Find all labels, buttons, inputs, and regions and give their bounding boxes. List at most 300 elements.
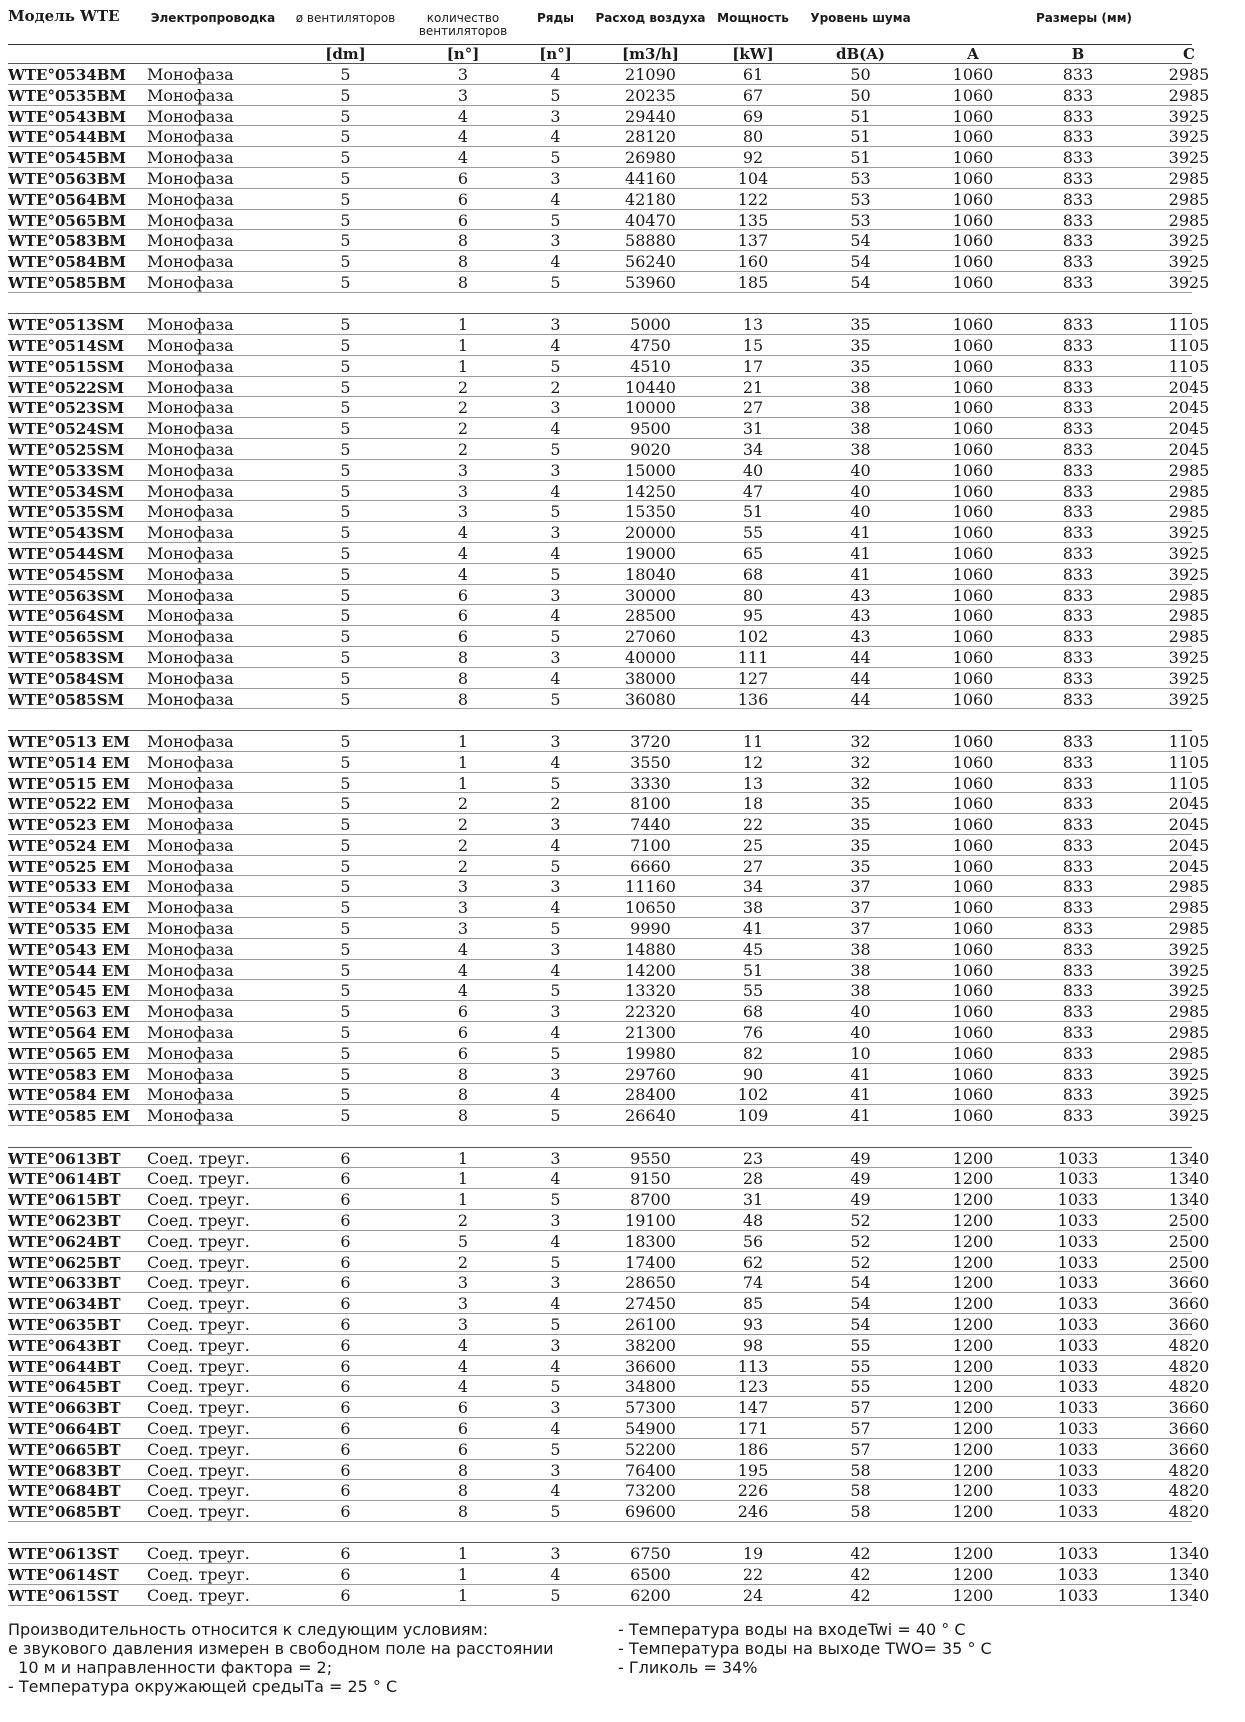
- table-cell: 4: [550, 1085, 561, 1105]
- model-group: [8, 313, 1210, 709]
- table-cell: 5: [550, 1190, 561, 1210]
- table-cell: 80: [742, 585, 764, 605]
- table-row: [8, 460, 1210, 481]
- table-cell: 47: [742, 481, 764, 501]
- table-cell: 5: [457, 1231, 469, 1251]
- table-cell: 833: [1062, 189, 1094, 209]
- table-cell: 1060: [952, 773, 994, 793]
- table-cell: 2: [550, 377, 561, 397]
- table-cell: 3: [550, 1064, 561, 1084]
- table-cell: Монофаза: [147, 585, 234, 605]
- table-row: [8, 773, 1210, 794]
- table-cell: 5: [340, 898, 351, 918]
- table-cell: 1060: [952, 460, 994, 480]
- table-cell: 53: [850, 189, 871, 209]
- table-row: [8, 1397, 1210, 1418]
- table-cell: 3925: [1168, 981, 1210, 1001]
- table-cell: 111: [737, 648, 769, 668]
- table-cell: 1060: [952, 315, 994, 335]
- table-cell: 3925: [1168, 689, 1210, 709]
- table-cell: 8700: [630, 1190, 671, 1210]
- table-cell: 833: [1062, 481, 1094, 501]
- table-cell: 54: [850, 1294, 871, 1314]
- table-cell: 6: [457, 627, 469, 647]
- table-cell: 1: [457, 1169, 469, 1189]
- table-cell: 1340: [1168, 1190, 1210, 1210]
- table-cell: 1: [457, 773, 469, 793]
- table-cell: WTE°0544BM: [8, 128, 126, 147]
- table-cell: 2045: [1168, 794, 1210, 814]
- table-cell: 7100: [630, 835, 671, 855]
- table-row: [8, 210, 1210, 231]
- table-cell: 40: [850, 481, 871, 501]
- table-cell: 2: [457, 419, 469, 439]
- table-cell: 3: [550, 648, 561, 668]
- table-cell: 6: [340, 1273, 351, 1293]
- table-cell: Монофаза: [147, 877, 234, 897]
- table-cell: 53960: [625, 272, 676, 292]
- table-cell: WTE°0664BT: [8, 1419, 121, 1438]
- table-cell: 833: [1062, 315, 1094, 335]
- table-cell: 1060: [952, 440, 994, 460]
- table-cell: 113: [737, 1356, 769, 1376]
- table-cell: 49: [850, 1148, 871, 1168]
- table-cell: WTE°0544SM: [8, 545, 125, 564]
- table-cell: Монофаза: [147, 648, 234, 668]
- table-cell: 833: [1062, 585, 1094, 605]
- table-cell: 1033: [1057, 1481, 1099, 1501]
- table-cell: Монофаза: [147, 1023, 234, 1043]
- table-cell: Монофаза: [147, 127, 234, 147]
- table-cell: 4820: [1168, 1481, 1210, 1501]
- table-cell: 1033: [1057, 1294, 1099, 1314]
- table-cell: 833: [1062, 168, 1094, 188]
- table-cell: 1060: [952, 544, 994, 564]
- table-cell: 2985: [1168, 460, 1210, 480]
- table-cell: 2500: [1168, 1231, 1210, 1251]
- table-cell: Монофаза: [147, 1106, 234, 1126]
- table-cell: Монофаза: [147, 377, 234, 397]
- table-cell: 6: [340, 1544, 351, 1564]
- table-cell: Монофаза: [147, 815, 234, 835]
- table-cell: 8: [457, 668, 469, 688]
- table-cell: 57: [850, 1439, 871, 1459]
- table-cell: 1200: [952, 1398, 994, 1418]
- table-cell: 61: [742, 65, 764, 84]
- table-cell: 1060: [952, 127, 994, 147]
- table-cell: 1033: [1057, 1314, 1099, 1334]
- table-cell: 185: [737, 272, 769, 292]
- table-cell: Монофаза: [147, 668, 234, 688]
- table-cell: 40: [850, 460, 871, 480]
- table-cell: 1033: [1057, 1439, 1099, 1459]
- table-cell: Монофаза: [147, 502, 234, 522]
- table-cell: 10650: [625, 898, 676, 918]
- table-cell: 1200: [952, 1481, 994, 1501]
- table-cell: 2985: [1168, 168, 1210, 188]
- table-cell: 833: [1062, 85, 1094, 105]
- table-cell: 17: [742, 356, 764, 376]
- table-row: [8, 64, 1210, 85]
- table-cell: 3660: [1168, 1439, 1210, 1459]
- table-cell: 4: [457, 127, 469, 147]
- table-cell: 5: [550, 502, 561, 522]
- table-cell: 24: [742, 1585, 764, 1605]
- table-row: [8, 1564, 1210, 1585]
- table-cell: 5: [550, 1043, 561, 1063]
- table-cell: 1060: [952, 106, 994, 126]
- table-cell: 5: [340, 627, 351, 647]
- table-cell: 4: [550, 1565, 561, 1585]
- header-fan-count: количество вентиляторов: [418, 11, 508, 38]
- table-cell: 5: [340, 1002, 351, 1022]
- table-cell: 48: [742, 1210, 764, 1230]
- table-cell: 57: [850, 1398, 871, 1418]
- table-cell: 833: [1062, 689, 1094, 709]
- table-row: [8, 481, 1210, 502]
- table-row: [8, 1252, 1210, 1273]
- unit-fan-count: [n°]: [446, 45, 480, 63]
- table-cell: 1200: [952, 1231, 994, 1251]
- table-cell: 5: [550, 1106, 561, 1126]
- table-row: [8, 876, 1210, 897]
- table-cell: 28500: [625, 606, 676, 626]
- note-line: е звукового давления измерен в свободном поле на расстоянии: [8, 1639, 554, 1658]
- table-cell: 29440: [625, 106, 676, 126]
- table-cell: 69600: [625, 1502, 676, 1522]
- table-cell: 5: [340, 919, 351, 939]
- table-cell: 1060: [952, 919, 994, 939]
- table-cell: 1200: [952, 1356, 994, 1376]
- table-cell: WTE°0523 EM: [8, 816, 130, 835]
- table-cell: 833: [1062, 210, 1094, 230]
- table-row: [8, 1314, 1210, 1335]
- table-cell: Монофаза: [147, 419, 234, 439]
- table-cell: 40: [742, 460, 764, 480]
- table-cell: 5: [340, 1043, 351, 1063]
- table-row: [8, 1148, 1210, 1169]
- table-cell: 3: [550, 877, 561, 897]
- table-cell: 5: [550, 1314, 561, 1334]
- table-cell: WTE°0585 EM: [8, 1107, 130, 1126]
- table-cell: 833: [1062, 65, 1094, 84]
- table-cell: 4820: [1168, 1377, 1210, 1397]
- table-cell: 3925: [1168, 564, 1210, 584]
- table-cell: 14880: [625, 939, 676, 959]
- table-cell: 57300: [625, 1398, 676, 1418]
- table-cell: 1200: [952, 1335, 994, 1355]
- table-cell: 36600: [625, 1356, 676, 1376]
- table-row: [8, 564, 1210, 585]
- table-cell: 3660: [1168, 1273, 1210, 1293]
- table-row: [8, 752, 1210, 773]
- table-cell: 1200: [952, 1148, 994, 1168]
- table-cell: 5: [340, 231, 351, 251]
- table-cell: 3: [550, 460, 561, 480]
- table-cell: 6: [340, 1294, 351, 1314]
- table-cell: 12: [742, 752, 764, 772]
- table-cell: 3: [457, 460, 469, 480]
- table-cell: 5: [550, 1439, 561, 1459]
- table-cell: 1: [457, 1565, 469, 1585]
- table-cell: 44: [850, 648, 871, 668]
- table-cell: 10440: [625, 377, 676, 397]
- table-cell: Монофаза: [147, 1043, 234, 1063]
- table-row: [8, 1293, 1210, 1314]
- table-cell: 833: [1062, 106, 1094, 126]
- table-cell: 3925: [1168, 148, 1210, 168]
- table-cell: 4: [550, 1294, 561, 1314]
- table-cell: Монофаза: [147, 898, 234, 918]
- table-cell: 6: [340, 1481, 351, 1501]
- table-cell: 2: [457, 1210, 469, 1230]
- table-cell: 833: [1062, 523, 1094, 543]
- table-cell: WTE°0633BT: [8, 1274, 121, 1293]
- table-cell: 833: [1062, 627, 1094, 647]
- table-cell: WTE°0625BT: [8, 1253, 121, 1272]
- table-cell: 3925: [1168, 648, 1210, 668]
- table-cell: WTE°0563BM: [8, 169, 126, 188]
- table-cell: 2: [550, 794, 561, 814]
- table-cell: 5: [340, 1106, 351, 1126]
- table-cell: 4: [457, 106, 469, 126]
- table-row: [8, 85, 1210, 106]
- table-cell: WTE°0545SM: [8, 565, 125, 584]
- table-cell: 833: [1062, 502, 1094, 522]
- table-cell: 5: [550, 1585, 561, 1605]
- table-row: [8, 1335, 1210, 1356]
- table-cell: 41: [850, 564, 871, 584]
- table-cell: 5: [340, 315, 351, 335]
- table-cell: 1060: [952, 419, 994, 439]
- table-cell: 17400: [625, 1252, 676, 1272]
- table-cell: 4: [550, 1023, 561, 1043]
- table-cell: 1060: [952, 564, 994, 584]
- table-cell: Соед. треуг.: [147, 1210, 250, 1230]
- table-cell: 2985: [1168, 877, 1210, 897]
- table-cell: 1060: [952, 1106, 994, 1126]
- table-cell: WTE°0583BM: [8, 232, 126, 251]
- table-cell: 4: [550, 1231, 561, 1251]
- table-cell: 3: [457, 65, 469, 84]
- table-cell: 3660: [1168, 1294, 1210, 1314]
- table-cell: 6: [340, 1169, 351, 1189]
- table-cell: WTE°0613BT: [8, 1149, 121, 1168]
- table-cell: 1060: [952, 648, 994, 668]
- table-cell: 4: [550, 419, 561, 439]
- table-cell: 5: [340, 65, 351, 84]
- table-cell: WTE°0614ST: [8, 1566, 119, 1585]
- table-cell: 3660: [1168, 1314, 1210, 1334]
- table-cell: 1060: [952, 65, 994, 84]
- table-cell: 37: [850, 877, 871, 897]
- table-cell: WTE°0543SM: [8, 524, 125, 543]
- table-cell: 41: [850, 1106, 871, 1126]
- table-cell: 1105: [1168, 356, 1210, 376]
- table-row: [8, 626, 1210, 647]
- table-cell: 4820: [1168, 1356, 1210, 1376]
- table-row: [8, 230, 1210, 251]
- table-cell: 34800: [625, 1377, 676, 1397]
- table-cell: 1060: [952, 356, 994, 376]
- table-cell: Монофаза: [147, 148, 234, 168]
- table-cell: 5: [340, 252, 351, 272]
- table-cell: 3660: [1168, 1398, 1210, 1418]
- table-cell: 3: [550, 168, 561, 188]
- table-cell: 55: [850, 1356, 871, 1376]
- table-cell: 6: [457, 1439, 469, 1459]
- table-cell: 3925: [1168, 231, 1210, 251]
- table-cell: 1060: [952, 1023, 994, 1043]
- table-cell: 6: [340, 1210, 351, 1230]
- table-cell: 43: [850, 585, 871, 605]
- table-cell: 28650: [625, 1273, 676, 1293]
- table-cell: 26100: [625, 1314, 676, 1334]
- note-line: - Температура воды на входеTwi = 40 ° С: [618, 1620, 966, 1639]
- table-row: [8, 418, 1210, 439]
- table-cell: 21: [742, 377, 764, 397]
- table-cell: 137: [737, 231, 769, 251]
- table-cell: Монофаза: [147, 627, 234, 647]
- table-cell: 2985: [1168, 606, 1210, 626]
- table-cell: 833: [1062, 127, 1094, 147]
- table-cell: 38: [850, 377, 871, 397]
- table-cell: 38: [850, 440, 871, 460]
- table-cell: 5: [340, 606, 351, 626]
- model-group: [8, 1147, 1210, 1522]
- table-cell: 6: [340, 1314, 351, 1334]
- table-cell: 1060: [952, 1002, 994, 1022]
- table-cell: 3925: [1168, 106, 1210, 126]
- table-cell: 4: [550, 1418, 561, 1438]
- table-cell: 833: [1062, 752, 1094, 772]
- table-cell: Монофаза: [147, 231, 234, 251]
- table-row: [8, 605, 1210, 626]
- table-cell: 41: [850, 544, 871, 564]
- table-cell: 6: [340, 1148, 351, 1168]
- table-cell: 6: [340, 1585, 351, 1605]
- table-cell: 20235: [625, 85, 676, 105]
- table-row: [8, 1543, 1210, 1564]
- table-cell: 1105: [1168, 752, 1210, 772]
- table-cell: 2985: [1168, 1002, 1210, 1022]
- table-cell: 9020: [630, 440, 671, 460]
- table-cell: 58: [850, 1481, 871, 1501]
- table-cell: 44: [850, 689, 871, 709]
- table-row: [8, 689, 1210, 710]
- table-cell: 5: [340, 689, 351, 709]
- table-cell: 833: [1062, 377, 1094, 397]
- table-row: [8, 1231, 1210, 1252]
- table-cell: 4: [550, 835, 561, 855]
- table-cell: 3: [550, 315, 561, 335]
- table-cell: Соед. треуг.: [147, 1231, 250, 1251]
- table-cell: 1: [457, 336, 469, 356]
- table-cell: 57: [850, 1418, 871, 1438]
- table-cell: 1060: [952, 794, 994, 814]
- table-cell: 833: [1062, 648, 1094, 668]
- table-cell: 82: [742, 1043, 764, 1063]
- table-cell: 42180: [625, 189, 676, 209]
- table-cell: 8: [457, 1085, 469, 1105]
- table-cell: 90: [742, 1064, 764, 1084]
- table-cell: 4: [457, 544, 469, 564]
- table-cell: 2985: [1168, 502, 1210, 522]
- table-cell: 19000: [625, 544, 676, 564]
- table-cell: 1033: [1057, 1565, 1099, 1585]
- table-cell: 3: [457, 877, 469, 897]
- table-cell: 51: [850, 106, 871, 126]
- table-cell: 30000: [625, 585, 676, 605]
- table-row: [8, 377, 1210, 398]
- table-cell: 38: [850, 960, 871, 980]
- table-cell: 1200: [952, 1502, 994, 1522]
- table-cell: WTE°0624BT: [8, 1232, 121, 1251]
- table-cell: 4820: [1168, 1335, 1210, 1355]
- table-cell: 5: [340, 398, 351, 418]
- table-cell: Монофаза: [147, 773, 234, 793]
- table-row: [8, 835, 1210, 856]
- table-cell: WTE°0665BT: [8, 1440, 121, 1459]
- table-cell: 3: [457, 1314, 469, 1334]
- table-cell: WTE°0533 EM: [8, 878, 130, 897]
- table-cell: 1060: [952, 856, 994, 876]
- table-cell: 41: [850, 1085, 871, 1105]
- table-cell: 3925: [1168, 272, 1210, 292]
- header-wiring: Электропроводка: [150, 11, 276, 25]
- table-cell: Монофаза: [147, 356, 234, 376]
- table-cell: 1060: [952, 189, 994, 209]
- table-cell: Соед. треуг.: [147, 1377, 250, 1397]
- table-row: [8, 1585, 1210, 1606]
- table-cell: 38: [850, 398, 871, 418]
- table-cell: 833: [1062, 1002, 1094, 1022]
- table-cell: 2045: [1168, 815, 1210, 835]
- table-cell: WTE°0623BT: [8, 1211, 121, 1230]
- table-cell: WTE°0515SM: [8, 357, 125, 376]
- table-cell: 3: [457, 919, 469, 939]
- table-cell: WTE°0535SM: [8, 503, 125, 522]
- table-cell: WTE°0584BM: [8, 253, 126, 272]
- table-cell: 833: [1062, 835, 1094, 855]
- table-cell: 5: [340, 731, 351, 751]
- table-cell: 833: [1062, 981, 1094, 1001]
- table-cell: WTE°0565BM: [8, 211, 126, 230]
- table-cell: Монофаза: [147, 460, 234, 480]
- table-cell: 5: [550, 1377, 561, 1397]
- model-group: [8, 1542, 1210, 1605]
- table-cell: 1200: [952, 1565, 994, 1585]
- table-cell: 2500: [1168, 1252, 1210, 1272]
- table-cell: 2985: [1168, 189, 1210, 209]
- table-cell: 3925: [1168, 939, 1210, 959]
- table-cell: 2985: [1168, 210, 1210, 230]
- table-cell: Монофаза: [147, 252, 234, 272]
- table-row: [8, 168, 1210, 189]
- table-row: [8, 668, 1210, 689]
- table-cell: 833: [1062, 419, 1094, 439]
- table-cell: 18: [742, 794, 764, 814]
- table-cell: 5: [340, 85, 351, 105]
- table-cell: 1200: [952, 1439, 994, 1459]
- table-cell: 6: [340, 1398, 351, 1418]
- table-cell: 31: [742, 1190, 764, 1210]
- table-cell: 1060: [952, 502, 994, 522]
- table-cell: 833: [1062, 544, 1094, 564]
- table-cell: 5: [340, 585, 351, 605]
- unit-rows: [n°]: [539, 45, 572, 63]
- table-cell: 186: [737, 1439, 769, 1459]
